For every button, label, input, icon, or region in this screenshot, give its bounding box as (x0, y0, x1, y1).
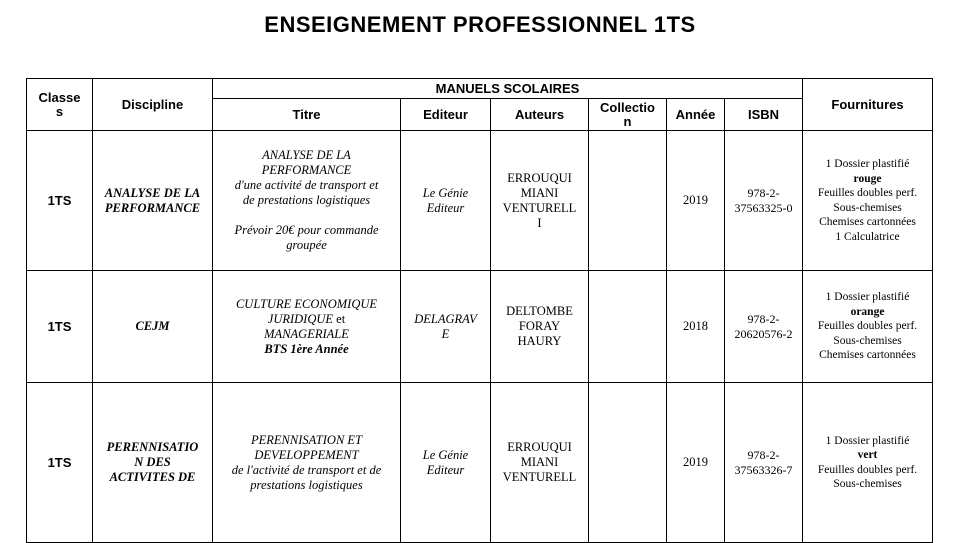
annee-cell: 2018 (667, 271, 725, 383)
discipline-cell: PERENNISATIO N DES ACTIVITES DE (93, 383, 213, 543)
header-titre: Titre (213, 99, 401, 131)
isbn-cell: 978-2- 37563326-7 (725, 383, 803, 543)
table-row (27, 383, 933, 543)
isbn-cell: 978-2- 37563325-0 (725, 131, 803, 271)
header-auteurs: Auteurs (491, 99, 589, 131)
editeur-cell: Le Génie Editeur (401, 131, 491, 271)
header-manuels-scolaires: MANUELS SCOLAIRES (213, 79, 803, 99)
classe-cell: 1TS (27, 383, 93, 543)
header-fournitures: Fournitures (803, 79, 933, 131)
classe-cell: 1TS (27, 131, 93, 271)
titre-cell: PERENNISATION ET DEVELOPPEMENT de l'activité de transport et de prestations logistiques (213, 383, 401, 543)
collection-cell (589, 271, 667, 383)
auteurs-cell: ERROUQUI MIANI VENTURELL (491, 383, 589, 543)
couleur-dossier: orange (850, 305, 885, 318)
discipline-cell: CEJM (93, 271, 213, 383)
header-classes: Classe s (27, 79, 93, 131)
isbn-cell: 978-2- 20620576-2 (725, 271, 803, 383)
fournitures-cell: 1 Dossier plastifié vert Feuilles doubles perf. Sous-chemises (803, 383, 933, 543)
annee-cell: 2019 (667, 383, 725, 543)
header-discipline: Discipline (93, 79, 213, 131)
titre-cell: CULTURE ECONOMIQUE JURIDIQUE et MANAGERIALE BTS 1ère Année (213, 271, 401, 383)
annee-cell: 2019 (667, 131, 725, 271)
auteurs-cell: ERROUQUI MIANI VENTURELL I (491, 131, 589, 271)
page-title: ENSEIGNEMENT PROFESSIONNEL 1TS (264, 12, 696, 37)
auteurs-cell: DELTOMBE FORAY HAURY (491, 271, 589, 383)
table-row (27, 271, 933, 383)
discipline-cell: ANALYSE DE LA PERFORMANCE (93, 131, 213, 271)
classe-cell: 1TS (27, 271, 93, 383)
couleur-dossier: rouge (853, 172, 882, 185)
header-editeur: Editeur (401, 99, 491, 131)
fournitures-cell: 1 Dossier plastifié orange Feuilles doubles perf. Sous-chemises Chemises cartonnées (803, 271, 933, 383)
editeur-cell: Le Génie Editeur (401, 383, 491, 543)
table-row (27, 131, 933, 271)
header-annee: Année (667, 99, 725, 131)
couleur-dossier: vert (857, 449, 878, 461)
header-isbn: ISBN (725, 99, 803, 131)
editeur-cell: DELAGRAV E (401, 271, 491, 383)
collection-cell (589, 383, 667, 543)
collection-cell (589, 131, 667, 271)
manuels-table (26, 78, 933, 543)
header-collection: Collectio n (589, 99, 667, 131)
titre-cell: ANALYSE DE LA PERFORMANCE d'une activité de transport et de prestations logistiques Prévoir 20€ pour commande groupée (213, 131, 401, 271)
fournitures-cell: 1 Dossier plastifié rouge Feuilles doubles perf. Sous-chemises Chemises cartonnées 1 Calculatrice (803, 131, 933, 271)
